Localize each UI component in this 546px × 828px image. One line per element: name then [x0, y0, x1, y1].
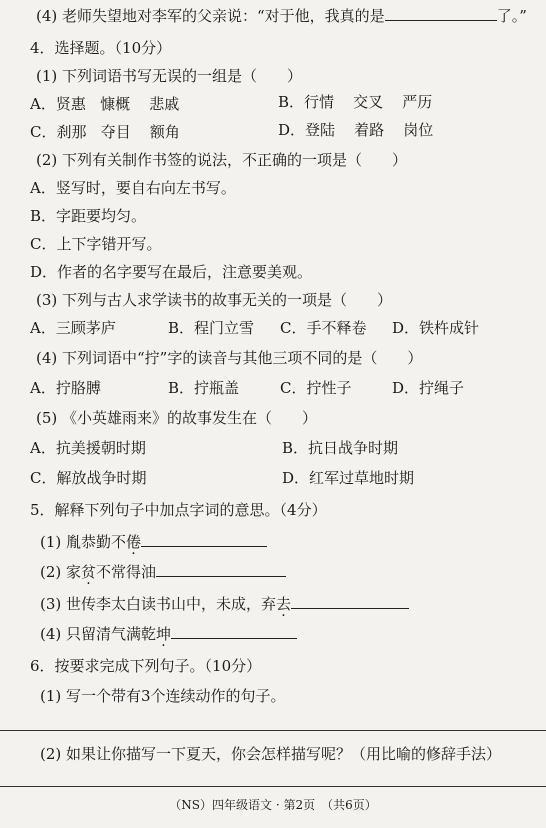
q4-4-option-a: A．拧胳膊 [30, 379, 101, 397]
answer-blank[interactable] [141, 532, 267, 547]
q4-4-option-b: B．拧瓶盖 [168, 379, 240, 397]
q5-item-4: (4) 只留清气满乾坤 [40, 624, 546, 644]
page-footer: （NS）四年级语文 · 第2页 （共6页） [169, 798, 377, 812]
q4-3-option-c: C．手不释卷 [280, 319, 367, 337]
answer-blank[interactable] [291, 594, 409, 609]
q5-item-3: (3) 世传李太白读书山中，未成，弃去 [40, 594, 546, 614]
q3-4-end: 了。” [496, 7, 527, 25]
dotted-char: 贫 [81, 563, 97, 581]
q4-2-option-a: A．竖写时，要自右向左书写。 [30, 179, 236, 197]
q4-2-question: (2) 下列有关制作书签的说法，不正确的一项是（ ） [36, 151, 408, 169]
answer-blank[interactable] [385, 6, 497, 21]
q4-5-option-c: C．解放战争时期 [30, 469, 147, 487]
dotted-char: 去 [276, 595, 292, 613]
answer-line[interactable] [0, 786, 546, 787]
q4-3-question: (3) 下列与古人求学读书的故事无关的一项是（ ） [36, 291, 393, 309]
q5-item-2: (2) 家贫不常得油 [40, 562, 546, 582]
q4-5-option-a: A．抗美援朝时期 [30, 439, 146, 457]
q6-1-question: (1) 写一个带有3个连续动作的句子。 [40, 687, 286, 705]
q4-5-question: (5) 《小英雄雨来》的故事发生在（ ） [36, 409, 318, 427]
q4-3-option-a: A．三顾茅庐 [30, 319, 116, 337]
q5-title: 5．解释下列句子中加点字词的意思。（4分） [30, 501, 327, 519]
q4-2-option-d: D．作者的名字要写在最后，注意要美观。 [30, 263, 313, 281]
answer-blank[interactable] [171, 624, 297, 639]
q6-2-question: (2) 如果让你描写一下夏天，你会怎样描写呢？（用比喻的修辞手法） [40, 745, 502, 763]
q6-title: 6．按要求完成下列句子。（10分） [30, 657, 262, 675]
q4-2-option-c: C．上下字错开写。 [30, 235, 162, 253]
q5-item-1: (1) 胤恭勤不倦 [40, 532, 546, 552]
q4-2-option-b: B．字距要均匀。 [30, 207, 147, 225]
q4-4-option-d: D．拧绳子 [392, 379, 465, 397]
dotted-char: 倦 [126, 533, 142, 551]
q4-3-option-d: D．铁杵成针 [392, 319, 480, 337]
q4-4-option-c: C．拧性子 [280, 379, 352, 397]
q4-title: 4．选择题。（10分） [30, 39, 172, 57]
q3-4-text [36, 6, 546, 26]
q4-4-question: (4) 下列词语中“拧”字的读音与其他三项不同的是（ ） [36, 349, 423, 367]
q4-1-option-d: D．登陆 着路 岗位 [278, 121, 434, 139]
q4-1-question: (1) 下列词语书写无误的一组是（ ） [36, 67, 303, 85]
dotted-char: 坤 [156, 625, 172, 643]
answer-line[interactable] [0, 730, 546, 731]
q4-3-option-b: B．程门立雪 [168, 319, 255, 337]
answer-blank[interactable] [156, 562, 286, 577]
q4-1-option-c: C．刹那 夺目 额角 [30, 123, 180, 141]
q4-1-option-a: A．贤惠 慷概 悲戚 [30, 95, 180, 113]
q4-5-option-d: D．红军过草地时期 [282, 469, 415, 487]
q3-4-prompt: (4) 老师失望地对李军的父亲说：“对于他，我真的是 [36, 7, 385, 25]
q4-1-option-b: B．行情 交叉 严历 [278, 93, 433, 111]
q4-5-option-b: B．抗日战争时期 [282, 439, 399, 457]
